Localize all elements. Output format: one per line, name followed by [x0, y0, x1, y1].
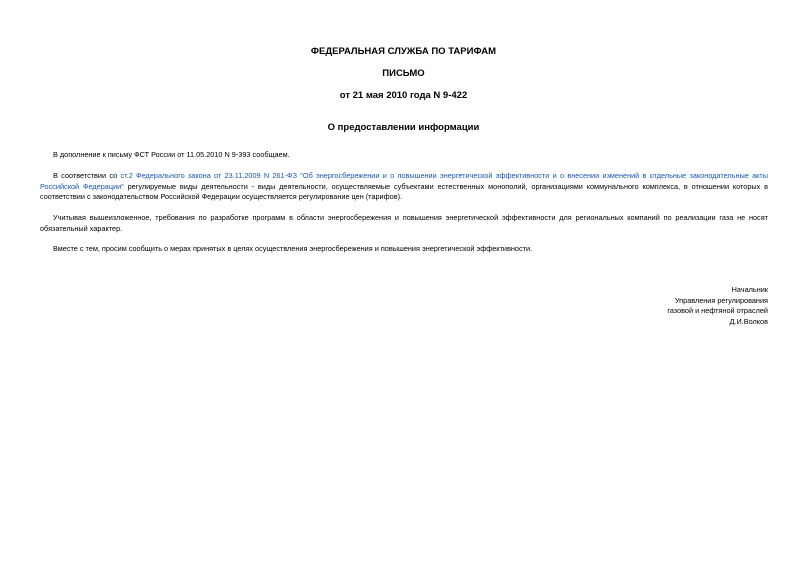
- paragraph-intro: В дополнение к письму ФСТ России от 11.05.2010 N 9-393 сообщаем.: [53, 150, 290, 159]
- signature-title-line-3: газовой и нефтяной отраслей: [667, 306, 768, 315]
- document-type: ПИСЬМО: [382, 68, 425, 79]
- signature-title-line-1: Начальник: [731, 285, 768, 294]
- paragraph-conclusion: Учитывая вышеизложенное, требования по разработке программ в области энергосбережения и повышения энергетической эффективности для региональных компаний по реализации газа не носят обязательный характер.: [40, 213, 768, 233]
- agency-title: ФЕДЕРАЛЬНАЯ СЛУЖБА ПО ТАРИФАМ: [310, 46, 497, 57]
- signature-title-line-2: Управления регулирования: [674, 295, 768, 305]
- signature-block: [667, 285, 768, 327]
- law-reference-link[interactable]: ст.2 Федерального закона от 23.11.2009 N 261-ФЗ "Об энергосбережении и о повышении энергетической эффективности и о внесении изменений в отдельные законодательные акты Российской Федерации": [40, 171, 769, 191]
- paragraph-law-reference-tail: регулируемые виды деятельности - виды деятельности, осуществляемые субъектами естественных монополий, организациями коммунального комплекса, в отношении которых в соответствии с законодательством Российской Федерации осуществляется регулирование цен (тарифов).: [40, 181, 769, 201]
- signatory-name: Д.И.Волков: [729, 316, 768, 326]
- document-subject: О предоставлении информации: [327, 122, 480, 133]
- document-date: от 21 мая 2010 года N 9-422: [339, 90, 468, 101]
- paragraph-law-reference: [40, 171, 768, 203]
- paragraph-request: Вместе с тем, просим сообщить о мерах принятых в целях осуществления энергосбережения и повышения энергетической эффективности.: [53, 244, 533, 253]
- paragraph-law-reference-lead: В соответствии со: [53, 171, 121, 180]
